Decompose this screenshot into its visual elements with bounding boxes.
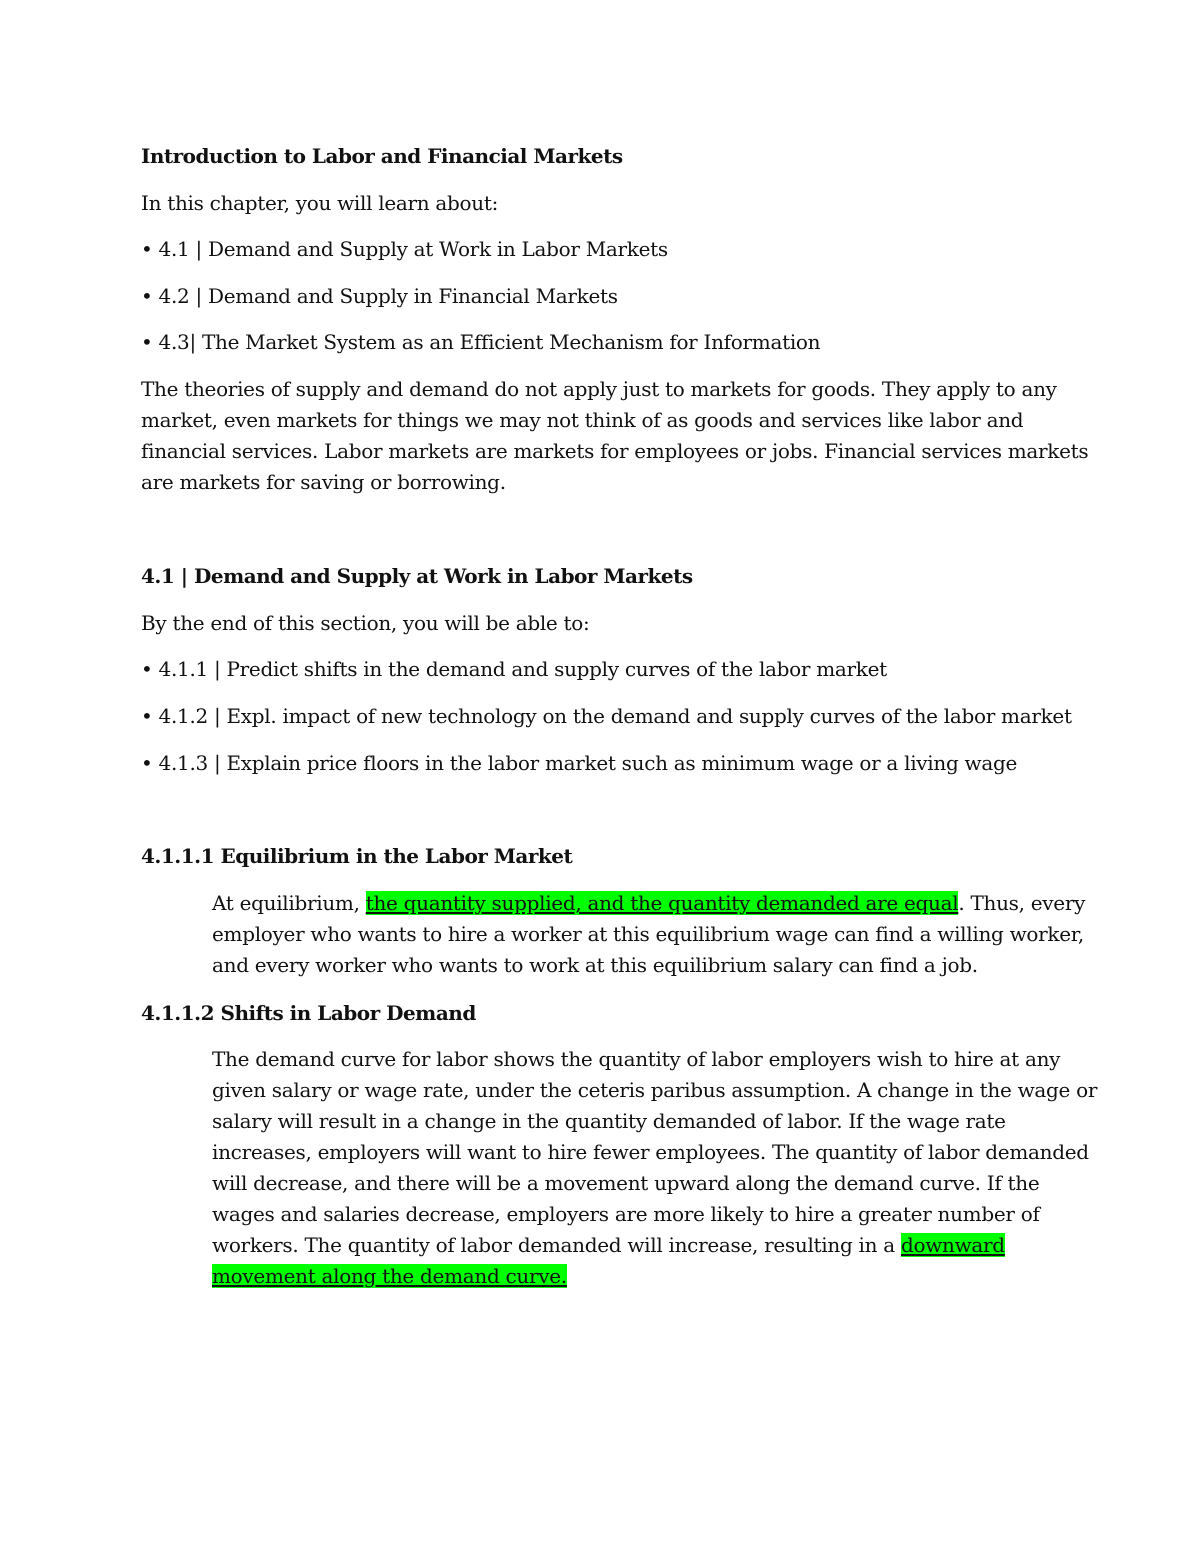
labor-demand-line: will decrease, and there will be a movement upward along the demand curve. If the <box>212 1171 1040 1195</box>
subsection-heading-equilibrium: 4.1.1.1 Equilibrium in the Labor Market <box>141 844 573 868</box>
intro-paragraph-line: The theories of supply and demand do not apply just to markets for goods. They apply to any <box>141 377 1057 401</box>
intro-lead: In this chapter, you will learn about: <box>141 191 499 215</box>
labor-demand-line: wages and salaries decrease, employers are more likely to hire a greater number of <box>212 1202 1040 1226</box>
section-lead: By the end of this section, you will be able to: <box>141 611 590 635</box>
intro-paragraph-line: are markets for saving or borrowing. <box>141 470 506 494</box>
section-heading: 4.1 | Demand and Supply at Work in Labor Markets <box>141 564 693 588</box>
intro-list-item: • 4.2 | Demand and Supply in Financial Markets <box>141 284 618 308</box>
objective-list-item: • 4.1.2 | Expl. impact of new technology on the demand and supply curves of the labor market <box>141 704 1072 728</box>
intro-list-item: • 4.1 | Demand and Supply at Work in Labor Markets <box>141 237 668 261</box>
labor-demand-line: given salary or wage rate, under the ceteris paribus assumption. A change in the wage or <box>212 1078 1098 1102</box>
intro-paragraph-line: market, even markets for things we may not think of as goods and services like labor and <box>141 408 1024 432</box>
labor-demand-line: salary will result in a change in the quantity demanded of labor. If the wage rate <box>212 1109 1006 1133</box>
highlighted-text: the quantity supplied, and the quantity demanded are equal <box>365 891 959 915</box>
labor-demand-line: The demand curve for labor shows the quantity of labor employers wish to hire at any <box>212 1047 1061 1071</box>
objective-list-item: • 4.1.1 | Predict shifts in the demand and supply curves of the labor market <box>141 657 887 681</box>
subsection-heading-labor-demand: 4.1.1.2 Shifts in Labor Demand <box>141 1001 476 1025</box>
intro-paragraph-line: financial services. Labor markets are markets for employees or jobs. Financial services markets <box>141 439 1089 463</box>
labor-demand-text: workers. The quantity of labor demanded will increase, resulting in a <box>212 1233 901 1257</box>
equilibrium-text: At equilibrium, <box>212 891 366 915</box>
labor-demand-line: increases, employers will want to hire fewer employees. The quantity of labor demanded <box>212 1140 1089 1164</box>
equilibrium-text: . Thus, every <box>958 891 1086 915</box>
equilibrium-line <box>212 888 1085 919</box>
equilibrium-line: and every worker who wants to work at this equilibrium salary can find a job. <box>212 953 978 977</box>
highlighted-text: downward <box>900 1233 1005 1257</box>
labor-demand-line <box>212 1261 567 1292</box>
intro-list-item: • 4.3| The Market System as an Efficient Mechanism for Information <box>141 330 821 354</box>
objective-list-item: • 4.1.3 | Explain price floors in the labor market such as minimum wage or a living wage <box>141 751 1018 775</box>
equilibrium-line: employer who wants to hire a worker at this equilibrium wage can find a willing worker, <box>212 922 1084 946</box>
labor-demand-line <box>212 1230 1005 1261</box>
highlighted-text: movement along the demand curve. <box>212 1264 567 1288</box>
intro-title: Introduction to Labor and Financial Markets <box>141 144 623 168</box>
